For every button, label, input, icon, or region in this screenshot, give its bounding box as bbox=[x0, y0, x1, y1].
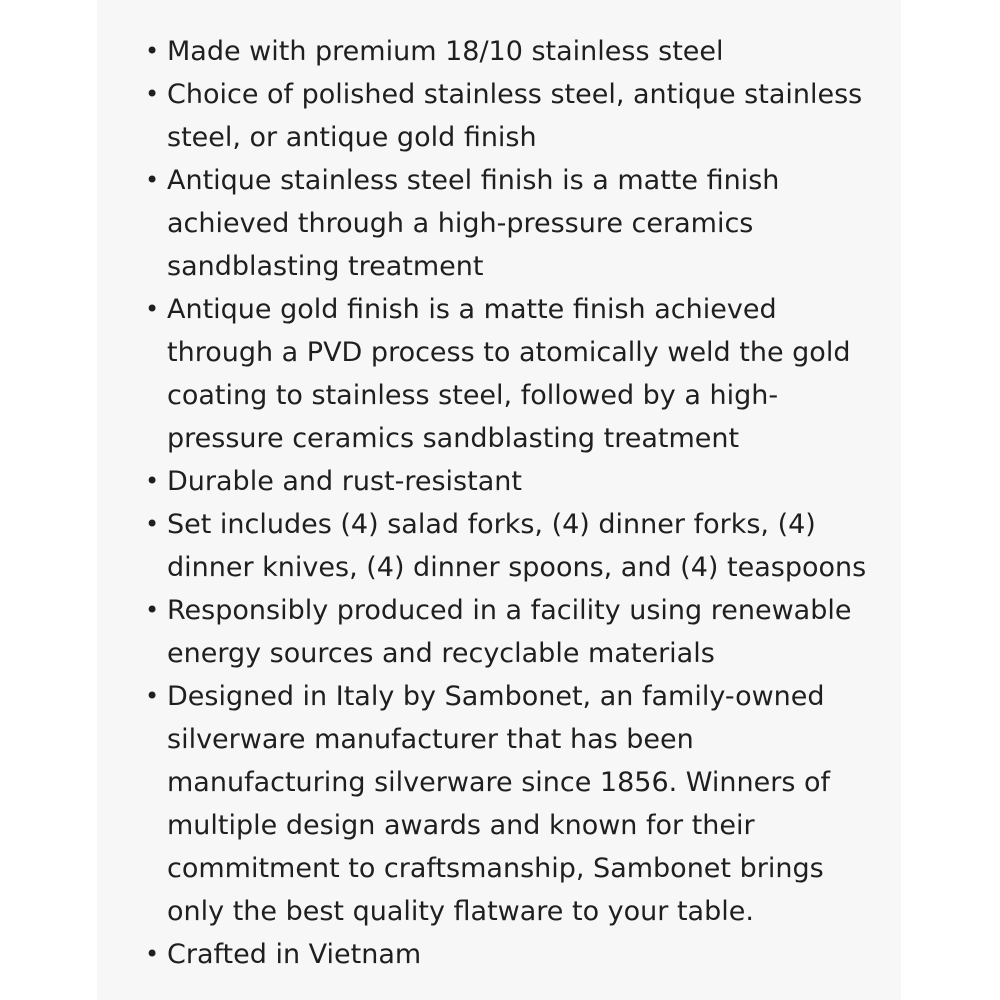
bullet-icon: • bbox=[145, 467, 160, 495]
list-item bbox=[145, 589, 867, 675]
list-item bbox=[145, 288, 867, 460]
bullet-icon: • bbox=[145, 295, 160, 323]
feature-text: Choice of polished stainless steel, antique stainless steel, or antique gold finish bbox=[167, 79, 863, 153]
bullet-icon: • bbox=[145, 80, 160, 108]
bullet-icon: • bbox=[145, 510, 160, 538]
feature-text: Crafted in Vietnam bbox=[167, 939, 422, 970]
feature-text: Set includes (4) salad forks, (4) dinner forks, (4) dinner knives, (4) dinner spoons, and (4) teaspoons bbox=[167, 509, 867, 583]
list-item bbox=[145, 159, 867, 288]
feature-text: Durable and rust-resistant bbox=[167, 466, 522, 497]
list-item bbox=[145, 460, 867, 503]
feature-text: Made with premium 18/10 stainless steel bbox=[167, 36, 724, 67]
bullet-icon: • bbox=[145, 940, 160, 968]
bullet-icon: • bbox=[145, 682, 160, 710]
list-item bbox=[145, 933, 867, 976]
bullet-icon: • bbox=[145, 37, 160, 65]
list-item bbox=[145, 675, 867, 933]
list-item bbox=[145, 30, 867, 73]
feature-text: Designed in Italy by Sambonet, an family-owned silverware manufacturer that has been manufacturing silverware since 1856. Winners of multiple design awards and known for their commitment to craftsmanship, Sambonet brings only the best quality flatware to your table. bbox=[167, 681, 831, 927]
feature-text: Antique gold finish is a matte finish achieved through a PVD process to atomically weld the gold coating to stainless steel, followed by a high-pressure ceramics sandblasting treatment bbox=[167, 294, 851, 454]
feature-text: Responsibly produced in a facility using renewable energy sources and recyclable materials bbox=[167, 595, 852, 669]
feature-text: Antique stainless steel finish is a matte finish achieved through a high-pressure ceramics sandblasting treatment bbox=[167, 165, 780, 282]
bullet-icon: • bbox=[145, 166, 160, 194]
list-item bbox=[145, 503, 867, 589]
list-item bbox=[145, 73, 867, 159]
feature-list bbox=[145, 30, 867, 976]
bullet-icon: • bbox=[145, 596, 160, 624]
